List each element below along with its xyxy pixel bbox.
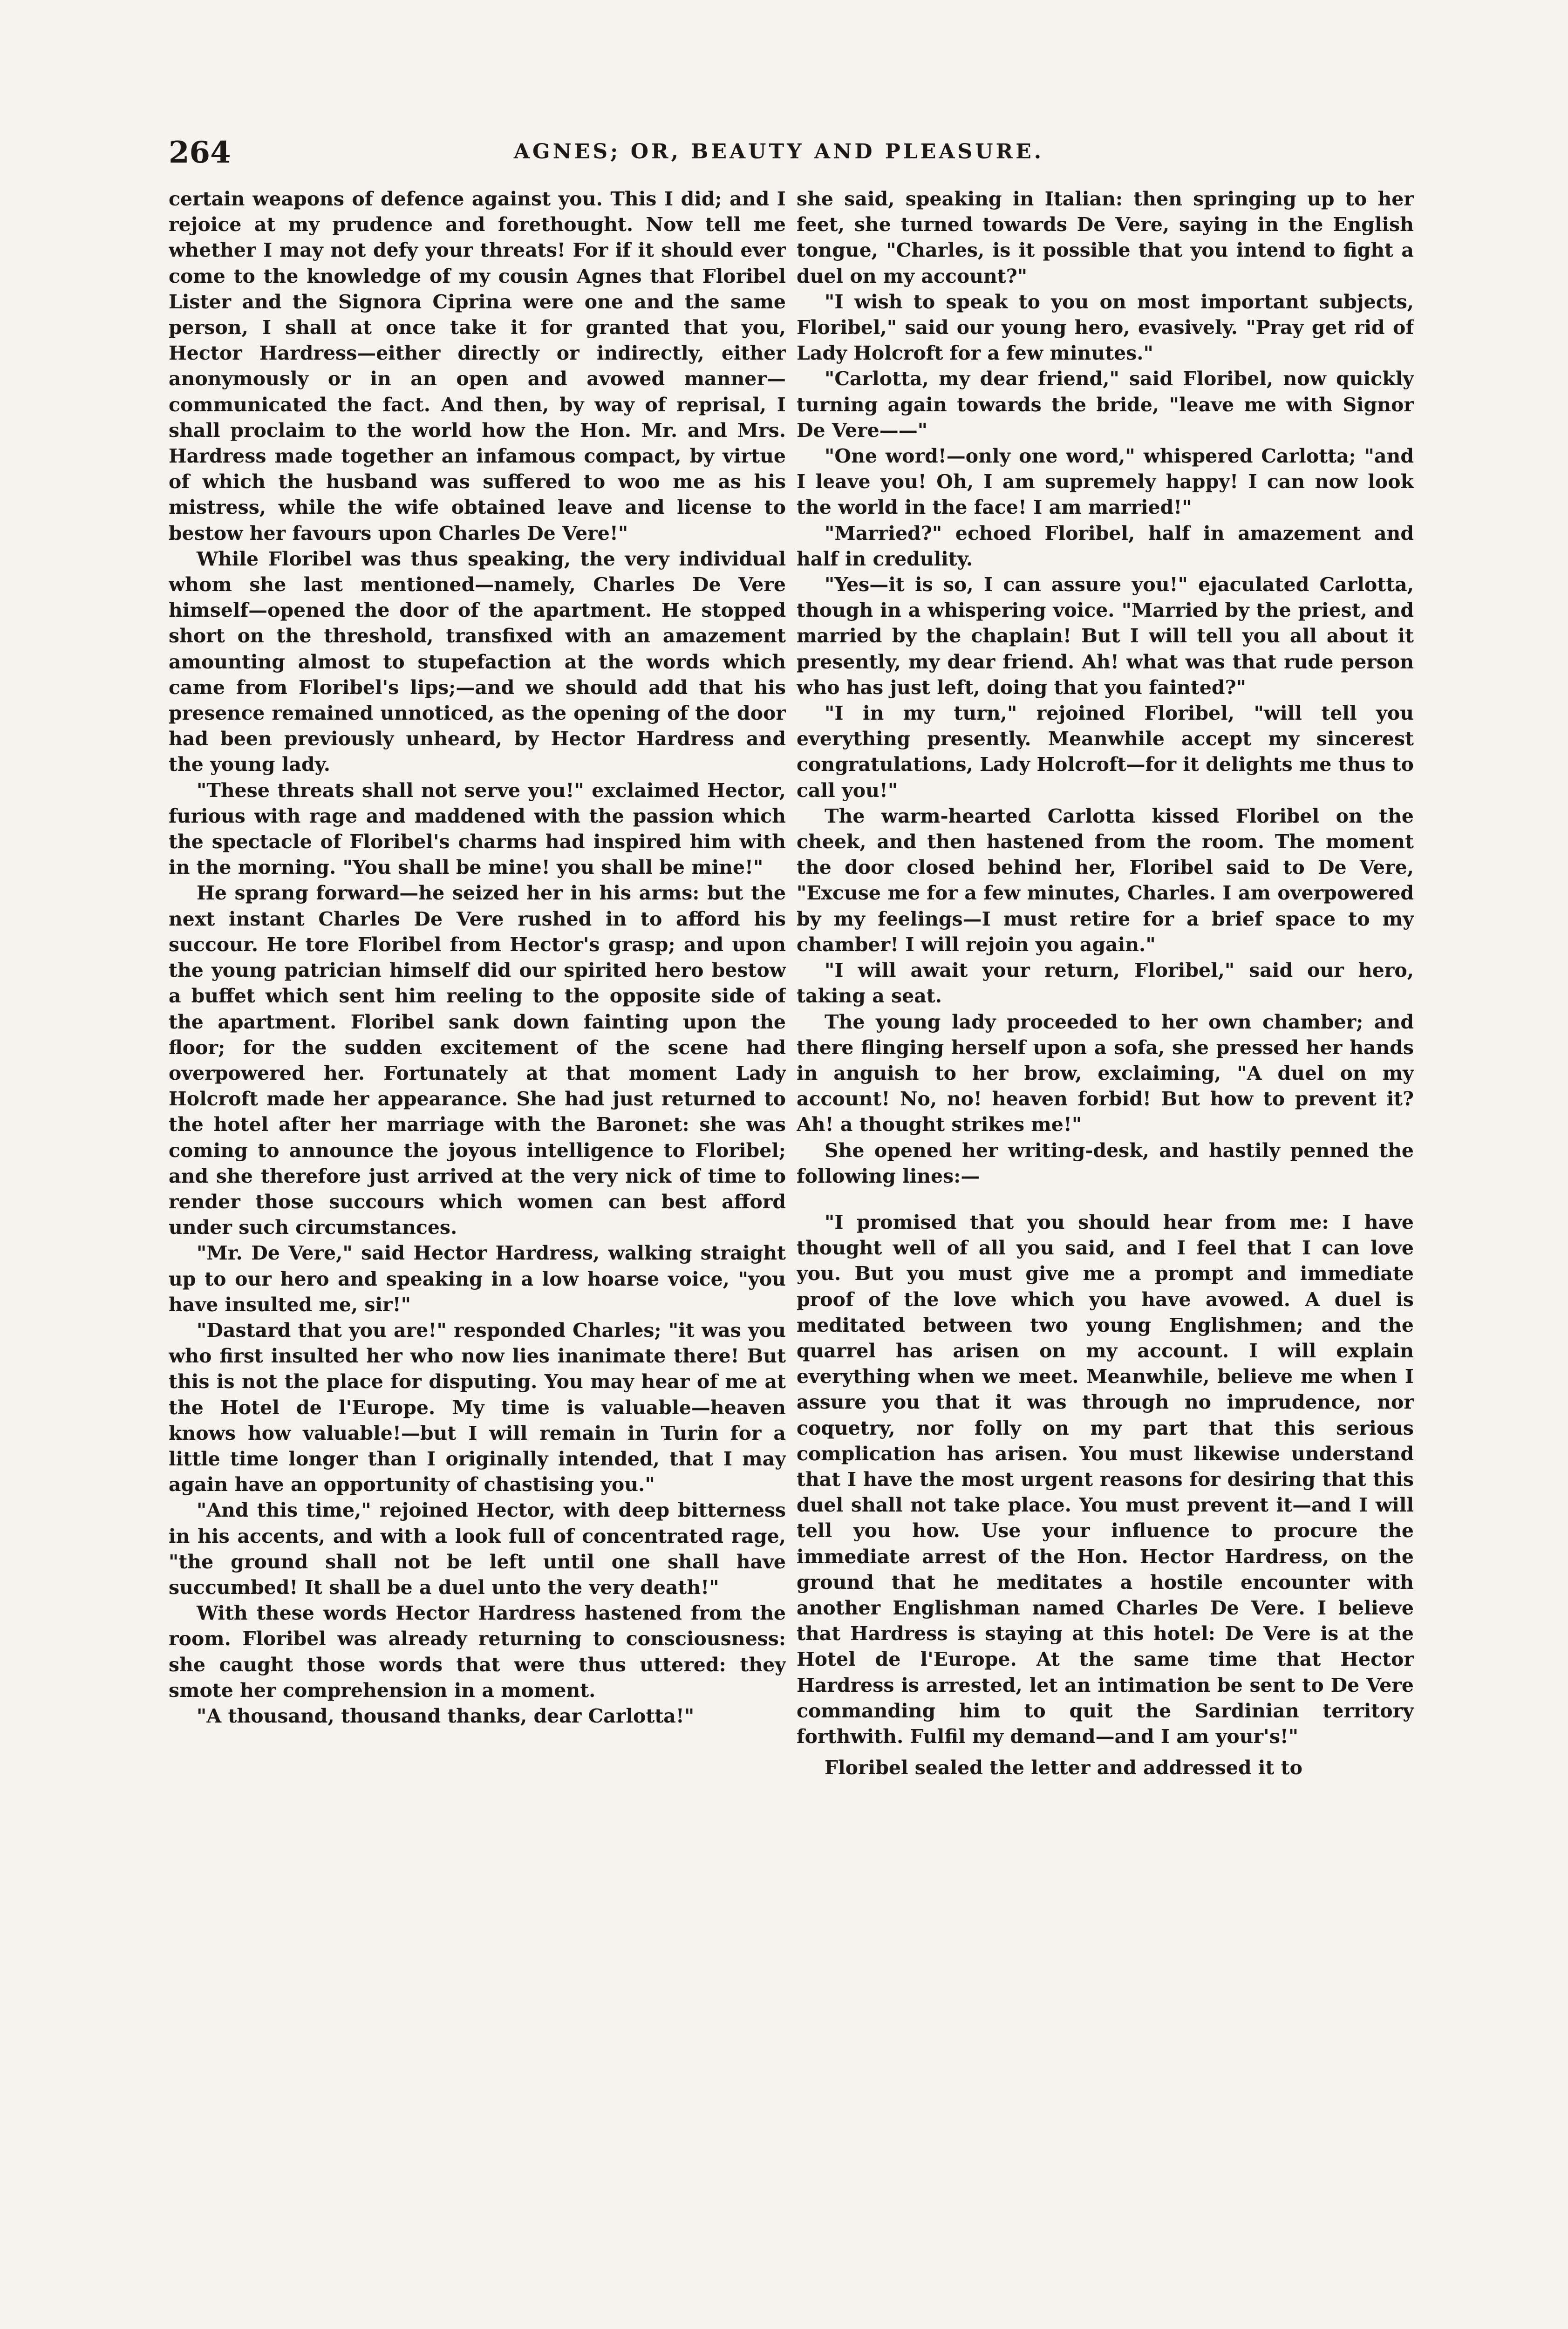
page-number: 264	[169, 135, 231, 170]
paragraph: She opened her writing-desk, and hastily penned the following lines:—	[797, 1139, 1414, 1187]
paragraph: "Mr. De Vere," said Hector Hardress, walking straight up to our hero and speaking in a low hoarse voice, "you have insulted me, sir!"	[169, 1242, 786, 1316]
paragraph: "Carlotta, my dear friend," said Floribel, now quickly turning again towards the bride, "leave me with Signor De Vere——"	[797, 368, 1414, 442]
paragraph: certain weapons of defence against you. This I did; and I rejoice at my prudence and forethought. Now tell me whether I may not defy your threats! For if it should ever come to the knowledge of my cousin Agnes that Floribel Lister and the Signora Ciprina were one and the same person, I shall at once take it for granted that you, Hector Hardress—either directly or indirectly, either anonymously or in an open and avowed manner—communicated the fact. And then, by way of reprisal, I shall proclaim to the world how the Hon. Mr. and Mrs. Hardress made together an infamous compact, by virtue of which the husband was suffered to woo me as his mistress, while the wife obtained leave and license to bestow her favours upon Charles De Vere!"	[169, 188, 786, 545]
page-header	[169, 135, 1389, 172]
left-column	[169, 186, 786, 2329]
paragraph: "A thousand, thousand thanks, dear Carlotta!"	[197, 1704, 695, 1727]
paragraph: "These threats shall not serve you!" exclaimed Hector, furious with rage and maddened with the passion which the spectacle of Floribel's charms had inspired him with in the morning. "You shall be mine! you shall be mine!"	[169, 779, 786, 879]
paragraph: "One word!—only one word," whispered Carlotta; "and I leave you! Oh, I am supremely happy! I can now look the world in the face! I am married!"	[797, 445, 1414, 519]
paragraph: The young lady proceeded to her own chamber; and there flinging herself upon a sofa, she pressed her hands in anguish to her brow, exclaiming, "A duel on my account! No, no! heaven forbid! But how to prevent it? Ah! a thought strikes me!"	[797, 1010, 1414, 1136]
paragraph: she said, speaking in Italian: then springing up to her feet, she turned towards De Vere, saying in the English tongue, "Charles, is it possible that you intend to fight a duel on my account?"	[797, 188, 1414, 287]
paragraph: "And this time," rejoined Hector, with deep bitterness in his accents, and with a look full of concentrated rage, "the ground shall not be left until one shall have succumbed! It shall be a duel unto the very death!"	[169, 1499, 786, 1599]
paragraph: While Floribel was thus speaking, the very individual whom she last mentioned—namely, Charles De Vere himself—opened the door of the apartment. He stopped short on the threshold, transfixed with an amazement amounting almost to stupefaction at the words which came from Floribel's lips;—and we should add that his presence remained unnoticed, as the opening of the door had been previously unheard, by Hector Hardress and the young lady.	[169, 547, 786, 776]
right-column	[797, 186, 1414, 2329]
paragraph: "I will await your return, Floribel," said our hero, taking a seat.	[797, 959, 1414, 1008]
paragraph: Floribel sealed the letter and addressed it to	[825, 1757, 1302, 1779]
paragraph: "Dastard that you are!" responded Charles; "it was you who first insulted her who now lies inanimate there! But this is not the place for disputing. You may hear of me at the Hotel de l'Europe. My time is valuable—heaven knows how valuable!—but I will remain in Turin for a little time longer than I originally intended, that I may again have an opportunity of chastising you."	[169, 1319, 786, 1496]
running-title: AGNES; OR, BEAUTY AND PLEASURE.	[513, 140, 1044, 163]
paragraph: With these words Hector Hardress hastened from the room. Floribel was already returning to consciousness: she caught those words that were thus uttered: they smote her comprehension in a moment.	[169, 1602, 786, 1702]
paragraph: "Married?" echoed Floribel, half in amazement and half in credulity.	[797, 522, 1414, 570]
paragraph: The warm-hearted Carlotta kissed Floribel on the cheek, and then hastened from the room. The moment the door closed behind her, Floribel said to De Vere, "Excuse me for a few minutes, Charles. I am overpowered by my feelings—I must retire for a brief space to my chamber! I will rejoin you again."	[797, 804, 1414, 956]
paragraph: "I wish to speak to you on most important subjects, Floribel," said our young hero, evasively. "Pray get rid of Lady Holcroft for a few minutes."	[797, 290, 1414, 365]
paragraph: He sprang forward—he seized her in his arms: but the next instant Charles De Vere rushed in to afford his succour. He tore Floribel from Hector's grasp; and upon the young patrician himself did our spirited hero bestow a buffet which sent him reeling to the opposite side of the apartment. Floribel sank down fainting upon the floor; for the sudden excitement of the scene had overpowered her. Fortunately at that moment Lady Holcroft made her appearance. She had just returned to the hotel after her marriage with the Baronet: she was coming to announce the joyous intelligence to Floribel; and she therefore just arrived at the very nick of time to render those succours which women can best afford under such circumstances.	[169, 882, 786, 1239]
letter-text: "I promised that you should hear from me: I have thought well of all you said, and I feel that I can love you. But you must give me a prompt and immediate proof of the love which you have avowed. A duel is meditated between two young Englishmen; and the quarrel has arisen on my account. I will explain everything when we meet. Meanwhile, believe me when I assure you that it was through no imprudence, nor coquetry, nor folly on my part that this serious complication has arisen. You must likewise understand that I have the most urgent reasons for desiring that this duel shall not take place. You must prevent it—and I will tell you how. Use your influence to procure the immediate arrest of the Hon. Hector Hardress, on the ground that he meditates a hostile encounter with another Englishman named Charles De Vere. I believe that Hardress is staying at this hotel: De Vere is at the Hotel de l'Europe. At the same time that Hector Hardress is arrested, let an intimation be sent to De Vere commanding him to quit the Sardinian territory forthwith. Fulfil my demand—and I am your's!"	[797, 1211, 1414, 1748]
paragraph: "Yes—it is so, I can assure you!" ejaculated Carlotta, though in a whispering voice. "Married by the priest, and married by the chaplain! But I will tell you all about it presently, my dear friend. Ah! what was that rude person who has just left, doing that you fainted?"	[797, 573, 1414, 699]
paragraph: "I in my turn," rejoined Floribel, "will tell you everything presently. Meanwhile accept my sincerest congratulations, Lady Holcroft—for it delights me thus to call you!"	[797, 702, 1414, 802]
